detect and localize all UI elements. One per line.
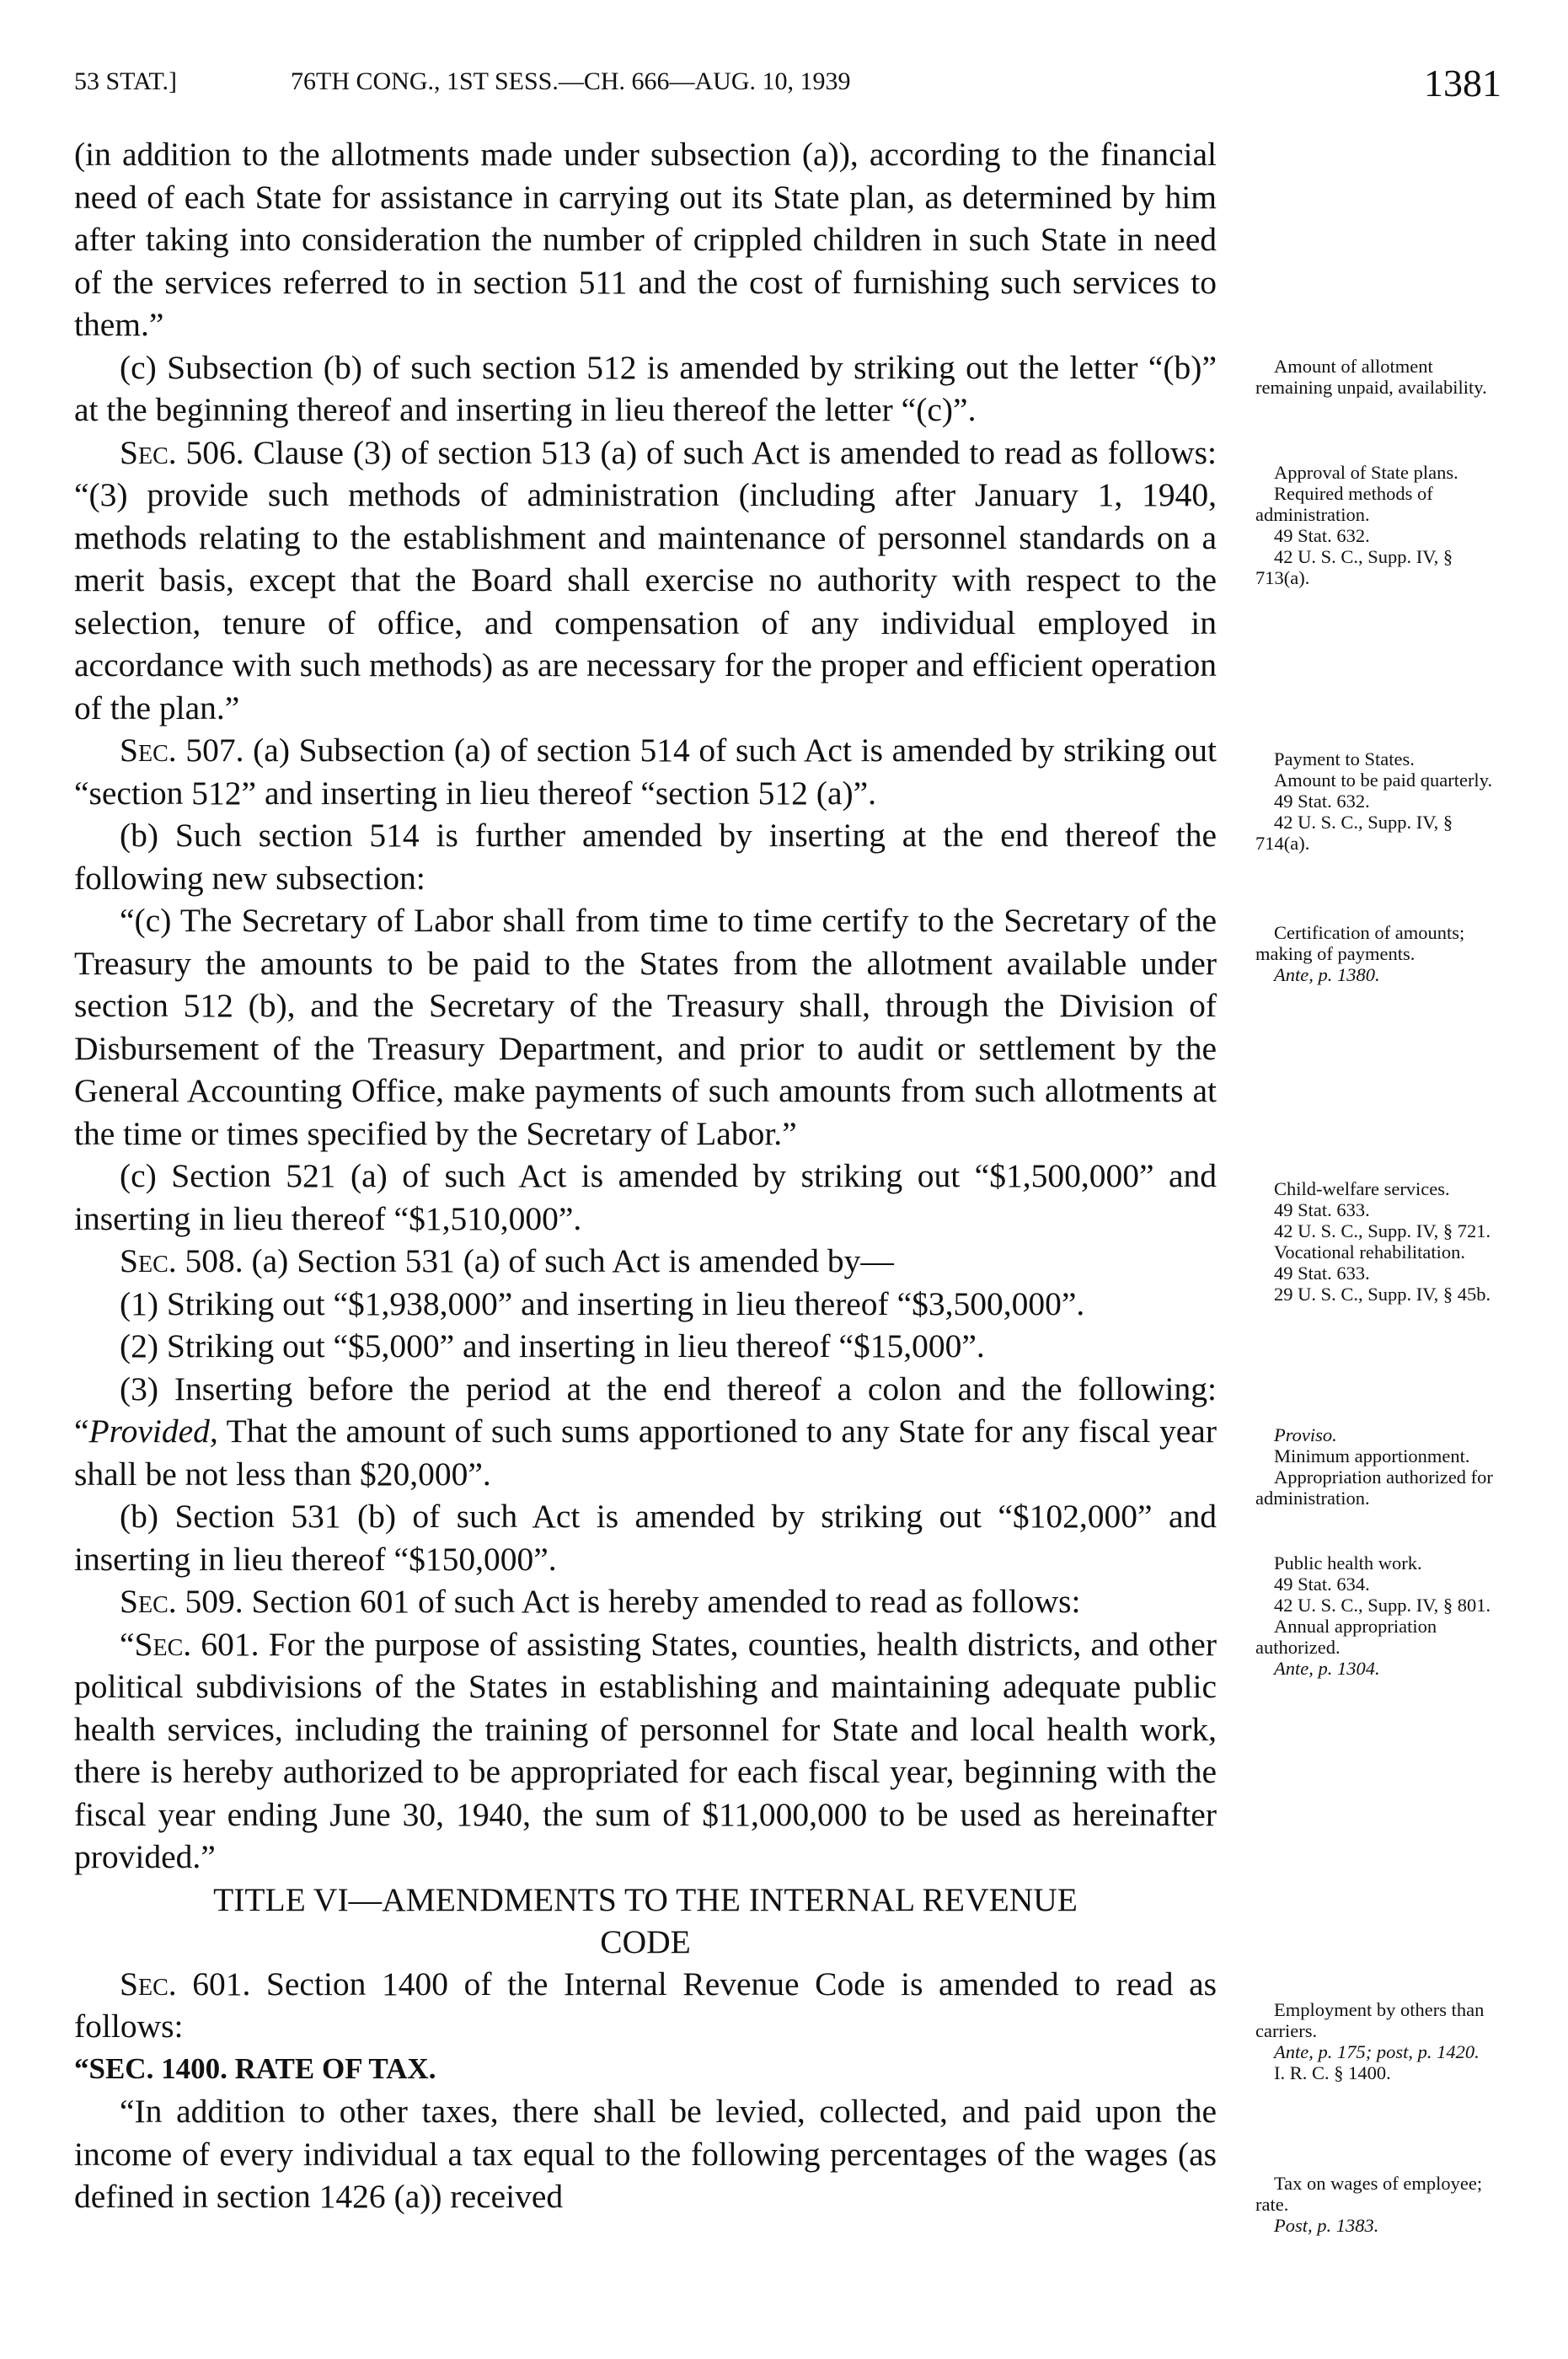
paragraph: (c) Section 521 (a) of such Act is amended by striking out “$1,500,000” and inserting in lieu thereof “$1,510,000”. <box>74 1157 1217 1237</box>
paragraph: Sec. 507. (a) Subsection (a) of section 514 of such Act is amended by striking out “section 512” and inserting in lieu thereof “section 512 (a)”. <box>74 732 1217 812</box>
statute-reference: 53 STAT.] <box>74 67 178 95</box>
margin-note: Approval of State plans. Required methods of administration. 49 Stat. 632. 42 U. S. C., Supp. IV, § 713(a). <box>1255 462 1458 588</box>
margin-note: Amount of allotment remaining unpaid, availability. <box>1255 356 1487 398</box>
proviso-term: Provided, <box>88 1413 218 1450</box>
paragraph: Sec. 509. Section 601 of such Act is hereby amended to read as follows: <box>120 1583 1081 1620</box>
paragraph: (1) Striking out “$1,938,000” and inserting in lieu thereof “$3,500,000”. <box>120 1284 1085 1322</box>
margin-note: Child-welfare services. 49 Stat. 633. 42 U. S. C., Supp. IV, § 721. Vocational rehabilitation. 49 Stat. 633. 29 U. S. C., Supp. IV, § 45b. <box>1274 1178 1491 1305</box>
paragraph: Sec. 508. (a) Section 531 (a) of such Act is amended by— <box>120 1242 894 1279</box>
title-heading: TITLE VI—AMENDMENTS TO THE INTERNAL REVENUE CODE <box>213 1880 1078 1960</box>
margin-note: Proviso. Minimum apportionment. Appropriation authorized for administration. <box>1255 1424 1493 1509</box>
main-text <box>74 133 1217 2218</box>
margin-note: Tax on wages of employee; rate. Post, p. 1383. <box>1255 2173 1483 2236</box>
paragraph: (3) Inserting before the period at the end thereof a colon and the following: “Provided, That the amount of such sums apportioned to any State for any fiscal year shall be not less than $20,000”. <box>74 1370 1217 1493</box>
paragraph: Sec. 506. Clause (3) of section 513 (a) of such Act is amended to read as follows: “(3) provide such methods of administration (including after January 1, 1940, methods relating to the establishment and maintenance of personnel standards on a merit basis, except that the Board shall exercise no authority with respect to the selection, tenure of office, and compensation of any individual employed in accordance with such methods) as are necessary for the proper and efficient operation of the plan.” <box>74 433 1217 726</box>
section-label: Sec. 506. <box>120 433 244 471</box>
margin-note: Public health work. 49 Stat. 634. 42 U. S. C., Supp. IV, § 801. Annual appropriation authorized. Ante, p. 1304. <box>1255 1552 1491 1679</box>
margin-note: Employment by others than carriers. Ante, p. 175; post, p. 1420. I. R. C. § 1400. <box>1255 1999 1485 2083</box>
section-heading: “SEC. 1400. RATE OF TAX. <box>74 2051 436 2085</box>
running-head: 76TH CONG., 1ST SESS.—CH. 666—AUG. 10, 1939 <box>291 67 851 95</box>
paragraph: “Sec. 601. For the purpose of assisting States, counties, health districts, and other political subdivisions of the States in establishing and maintaining adequate public health services, including the training of personnel for State and local health work, there is hereby authorized to be appropriated for each fiscal year, beginning with the fiscal year ending June 30, 1940, the sum of $11,000,000 to be used as hereinafter provided.” <box>74 1625 1217 1875</box>
margin-note: Certification of amounts; making of payments. Ante, p. 1380. <box>1255 922 1465 985</box>
paragraph: (2) Striking out “$5,000” and inserting in lieu thereof “$15,000”. <box>120 1327 985 1364</box>
section-label: Sec. 507. <box>120 732 244 769</box>
paragraph: “In addition to other taxes, there shall be levied, collected, and paid upon the income of every individual a tax equal to the following percentages of the wages (as defined in section 1426 (a)) received <box>74 2093 1217 2215</box>
page-number: 1381 <box>1424 62 1501 105</box>
section-label: Sec. 601. <box>120 1965 251 2002</box>
paragraph: (b) Section 531 (b) of such Act is amended by striking out “$102,000” and inserting in lieu thereof “$150,000”. <box>74 1498 1217 1578</box>
section-label: Sec. 509. <box>120 1583 243 1620</box>
paragraph: “(c) The Secretary of Labor shall from time to time certify to the Secretary of the Treasury the amounts to be paid to the States from the allotment available under section 512 (b), and the Secretary of the Treasury shall, through the Division of Disbursement of the Treasury Department, and prior to audit or settlement by the General Accounting Office, make payments of such amounts from such allotments at the time or times specified by the Secretary of Labor.” <box>74 902 1217 1152</box>
paragraph: (b) Such section 514 is further amended by inserting at the end thereof the following new subsection: <box>74 817 1217 897</box>
section-label: Sec. 601. <box>134 1625 260 1663</box>
margin-note: Payment to States. Amount to be paid quarterly. 49 Stat. 632. 42 U. S. C., Supp. IV, § 714(a). <box>1255 748 1493 854</box>
section-label: Sec. 508. <box>120 1242 243 1279</box>
paragraph: (in addition to the allotments made under subsection (a)), according to the financial need of each State for assistance in carrying out its State plan, as determined by him after taking into consideration the number of crippled children in such State in need of the services referred to in section 511 and the cost of furnishing such services to them.” <box>74 136 1217 343</box>
paragraph: Sec. 601. Section 1400 of the Internal Revenue Code is amended to read as follows: <box>74 1965 1217 2045</box>
paragraph: (c) Subsection (b) of such section 512 is amended by striking out the letter “(b)” at the beginning thereof and inserting in lieu thereof the letter “(c)”. <box>74 348 1217 428</box>
